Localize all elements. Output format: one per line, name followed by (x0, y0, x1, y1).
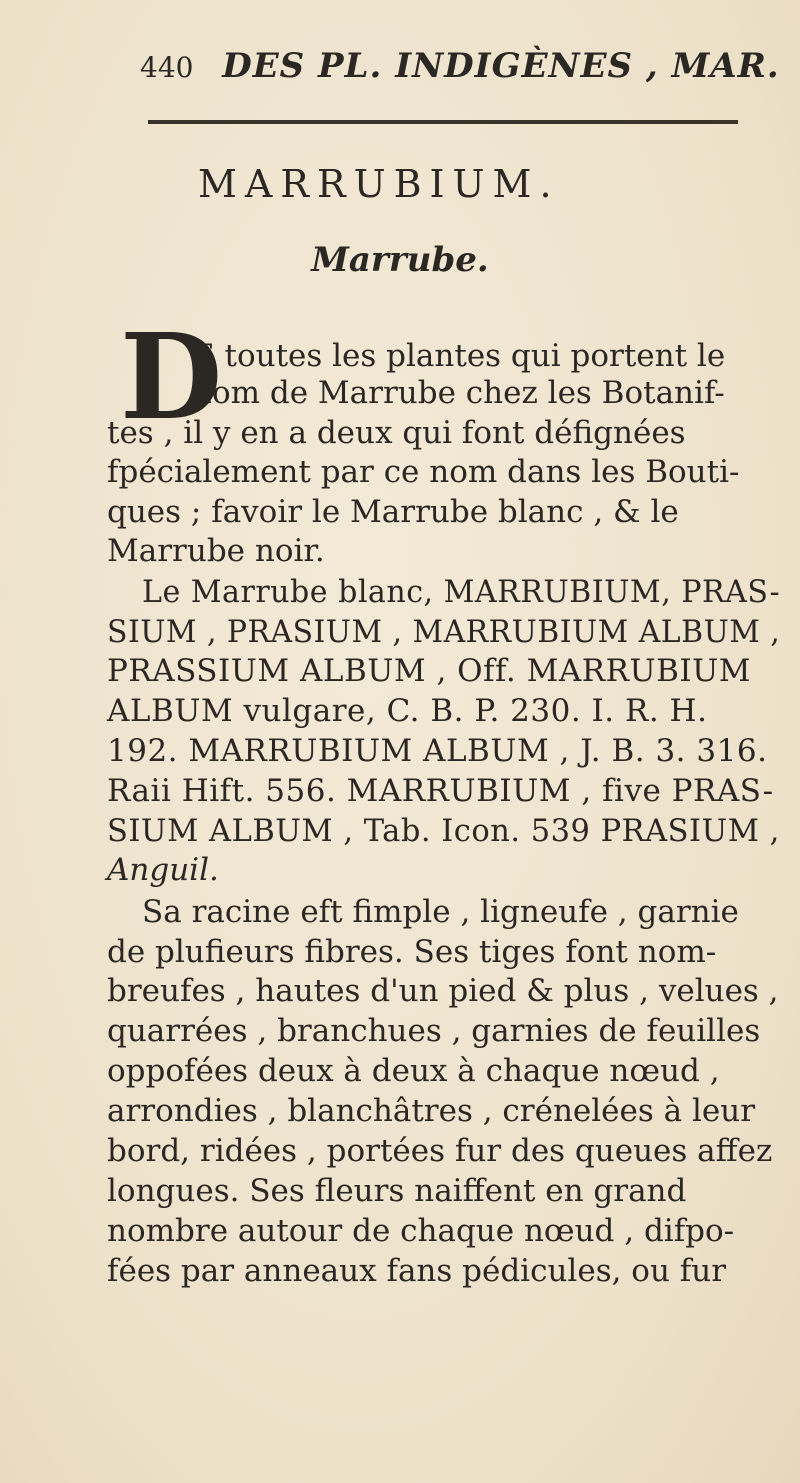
section-title: MARRUBIUM. (198, 162, 560, 206)
text-line: longues. Ses fleurs naiffent en grand (107, 1173, 687, 1209)
text-line: bord, ridées , portées fur des queues affez (107, 1133, 773, 1169)
text-line: tes , il y en a deux qui font défignées (107, 415, 686, 451)
text-line: arrondies , blanchâtres , crénelées à leur (107, 1093, 756, 1129)
text-line: fpécialement par ce nom dans les Bouti- (107, 454, 740, 490)
text-line: E toutes les plantes qui portent le (192, 338, 726, 374)
text-line: Marrube noir. (107, 533, 325, 569)
text-line: quarrées , branchues , garnies de feuilles (107, 1013, 761, 1049)
running-title: DES PL. INDIGÈNES , MAR. (222, 46, 780, 86)
text-line: nombre autour de chaque nœud , difpo- (107, 1213, 735, 1249)
text-line: 192. MARRUBIUM ALBUM , J. B. 3. 316. (107, 733, 768, 769)
drop-cap: D (120, 307, 223, 446)
page-number: 440 (140, 51, 194, 84)
text-line: breufes , hautes d'un pied & plus , velues , (107, 973, 779, 1009)
text-line: Raii Hift. 556. MARRUBIUM , five PRAS- (107, 773, 774, 809)
text-line: Le Marrube blanc, MARRUBIUM, PRAS- (142, 574, 781, 610)
text-line: de plufieurs fibres. Ses tiges font nom- (107, 934, 717, 970)
text-line: Sa racine eft fimple , ligneufe , garnie (142, 894, 739, 930)
text-line: SIUM , PRASIUM , MARRUBIUM ALBUM , (107, 614, 781, 650)
text-line: ALBUM vulgare, C. B. P. 230. I. R. H. (107, 693, 708, 729)
text-line: PRASSIUM ALBUM , Off. MARRUBIUM (107, 653, 751, 689)
text-line: Anguil. (107, 852, 219, 888)
text-line: oppofées deux à deux à chaque nœud , (107, 1053, 720, 1089)
section-subtitle: Marrube. (311, 240, 489, 280)
text-line: SIUM ALBUM , Tab. Icon. 539 PRASIUM , (107, 813, 780, 849)
text-line: ques ; favoir le Marrube blanc , & le (107, 494, 679, 530)
text-line: nom de Marrube chez les Botanif- (192, 375, 725, 411)
text-line: fées par anneaux fans pédicules, ou fur (107, 1253, 727, 1289)
